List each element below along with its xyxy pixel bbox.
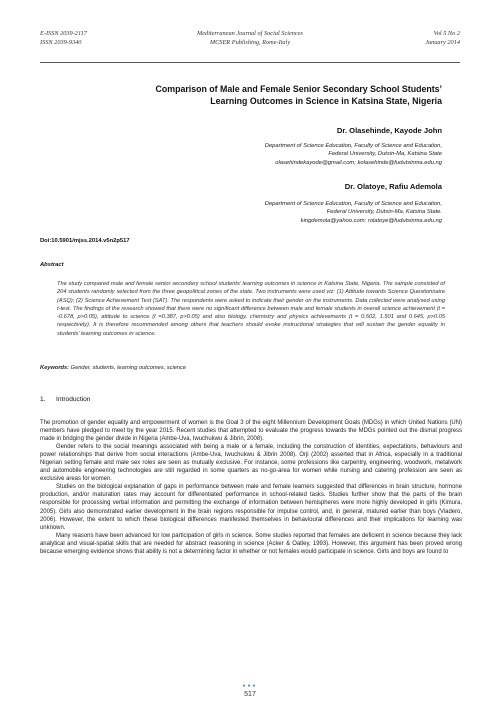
affiliation-line: Federal University, Dutsin-Ma, Katsina State <box>328 151 442 158</box>
paragraph: Studies on the biological explanation of gaps in performance between male and female learners suggested that differences in brain structure, hormone production, and/or maturation rates may account for differentiated performance in school-related tasks. Studies further show that the parts of the brain responsible for processing verbal information and permitting the exchange of information between hemispheres were more highly developed in girls (Kimura, 2005). Girls also demonstrated earlier development in the brain regions responsible for impulse control, and, in general, matured earlier than boys (Viadero, 2006). However, the extent to which these biological differences manifested themselves in behavioural differences and their implications for learning was unknown. <box>40 484 462 531</box>
abstract-text: The study compared male and female senior secondary school students’ learning outcomes in science in Katsina State, Nigeria. The sample consisted of 204 students randomly selected from the three geopolitical zones of the state. Two instruments were used viz: (1) Attitude towards Science Questionnaire (ASQ); (2) Science Achievement Test (SAT). The respondents were asked to indicate their gender on the instruments. Data collected were analysed using t-test. The findings of the research showed that there were no significant difference between male and female students in overall science achievement (t = -0.678, p>0.05), attitude to science (t =0.387, p>0.05) and also biology, chemistry and physics achievements (t = 0.502, 1.501 and 0.645, p>0.05 respectively). It is therefore recommended among others that teachers should evoke instructional strategies that will sustain the gender equality in students’ learning outcomes in science. <box>57 281 445 337</box>
paragraph: The promotion of gender equality and empowerment of women is the Goal 3 of the eight Millennium Development Goals (MDGs) in which United Nations (UN) members have pledged to meet by the year 2015. Recent studies that attempted to evaluate the progress towards the MDGs pointed out the dismal progress made in bridging the gender divide in Nigeria (Ambe-Uva, Iwuchukwu & Jibrin, 2008). <box>40 420 462 443</box>
journal-block <box>40 30 460 47</box>
footer-dots: ●●● <box>242 683 258 689</box>
keywords <box>40 365 186 371</box>
page-number: 517 <box>244 691 256 698</box>
paragraph: Many reasons have been advanced for low participation of girls in science. Some studies reported that females are deficient in science because they lack analytical and visual-spatial skills that are needed for abstract reasoning in science (Acker & Oatley, 1993). However, this argument has been proved wrong because emerging evidence shows that ability is not a determining factor in whether or not females would participate in science. Girls and boys are found to <box>40 532 462 555</box>
abstract-heading: Abstract <box>40 262 64 268</box>
p-issn: ISSN 2039-9340 <box>40 38 82 46</box>
keywords-label: Keywords: <box>40 365 70 371</box>
keywords-text: Gender, students, learning outcomes, science <box>70 365 187 371</box>
issue-block <box>425 30 460 47</box>
section-number: 1. <box>40 396 46 403</box>
author-2-affiliation <box>142 200 442 225</box>
volume: Vol 5 No 2 <box>433 30 460 37</box>
author-1-name: Dr. Olasehinde, Kayode John <box>336 126 442 135</box>
paper-title <box>112 84 442 107</box>
title-line-2: Learning Outcomes in Science in Katsina State, Nigeria <box>210 95 442 106</box>
body-text <box>40 419 462 556</box>
running-header <box>40 30 460 58</box>
section-heading <box>40 396 90 403</box>
title-line-1: Comparison of Male and Female Senior Secondary School Students’ <box>155 84 442 94</box>
journal-name: Mediterranean Journal of Social Sciences <box>197 30 303 37</box>
author-email: olasehindekayode@gmail.com; kolasehinde@fudutsinma.edu.ng <box>275 159 442 166</box>
author-email: kingdemola@yahoo.com; rolatoye@fudutsinma.edu.ng <box>300 217 442 224</box>
affiliation-line: Department of Science Education, Faculty of Science and Education, <box>264 143 442 149</box>
publisher: MCSER Publishing, Rome-Italy <box>209 38 291 46</box>
doi: Doi:10.5901/mjss.2014.v5n2p517 <box>40 238 130 244</box>
e-issn: E-ISSN 2039-2117 <box>40 30 87 37</box>
header-rule <box>40 62 460 63</box>
issue-date: January 2014 <box>425 38 460 46</box>
author-2-name: Dr. Olatoye, Rafiu Ademola <box>344 182 442 191</box>
affiliation-line: Federal University, Dutsin-Ma, Katsina State. <box>326 209 442 216</box>
section-title: Introduction <box>56 396 91 403</box>
affiliation-line: Department of Science Education, Faculty of Science and Education, <box>264 201 442 207</box>
paragraph: Gender refers to the social meanings associated with being a male or a female, including the construction of identities, expectations, behaviours and power relationships that derive from social interactions (Ambe-Uva, Iwuchukwu & Jibrin 2008). Orji (2002) asserted that in Africa, especially in a traditional Nigerian setting female and male sex roles are seen as mutually exclusive. For instance, some professions like carpentry, engineering, woodwork, metalwork and automobile engineering technologies are still regarded in some quarters as no-go-area for women while nursing and catering profession are seen as exclusive areas for women. <box>40 444 462 483</box>
author-1-affiliation <box>142 142 442 167</box>
